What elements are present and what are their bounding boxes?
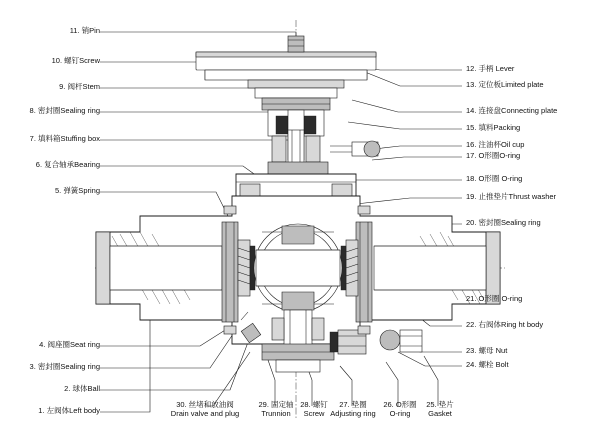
label-bottom-30-en: Drain valve and plug [170, 409, 240, 419]
label-right-14: 14. 连接盘Connecting plate [466, 106, 558, 115]
label-bottom-28-en: Screw [303, 409, 325, 419]
label-right-21: 21. O形圈 O-ring [466, 294, 523, 303]
label-left-4: 4. 阀座圈Seat ring [39, 340, 100, 349]
label-right-18: 18. O形圈 O-ring [466, 174, 523, 183]
label-bottom-27-en: Adjusting ring [330, 409, 376, 419]
label-right-22: 22. 右阀体Ring ht body [466, 320, 544, 329]
label-right-20: 20. 密封圈Sealing ring [466, 218, 541, 227]
label-left-6: 6. 复合轴承Bearing [35, 160, 100, 169]
label-left-5: 5. 弹簧Spring [54, 186, 100, 195]
label-bottom-25: 25. 垫片 Gasket [418, 400, 462, 419]
label-right-16: 16. 注油杯Oil cup [466, 140, 525, 149]
label-right-15: 15. 填料Packing [466, 123, 521, 132]
label-right-17: 17. O形圈O-ring [466, 151, 521, 160]
label-right-19: 19. 止推垫片Thrust washer [466, 192, 557, 201]
label-left-1: 1. 左阀体Left body [38, 406, 100, 415]
label-right-13: 13. 定位板Limited plate [466, 80, 544, 89]
label-bottom-26: 26. O形圈 O-ring [378, 400, 422, 419]
label-bottom-26-en: O-ring [389, 409, 411, 419]
label-left-9: 9. 阀杆Stem [59, 82, 100, 91]
label-left-7: 7. 填料箱Stuffing box [29, 134, 100, 143]
label-right-23: 23. 螺母 Nut [466, 346, 508, 355]
label-bottom-29-en: Trunnion [261, 409, 291, 419]
label-bottom-25-en: Gasket [428, 409, 452, 419]
label-bottom-28: 28. 螺钉 Screw [288, 400, 340, 419]
label-right-24: 24. 螺栓 Bolt [466, 360, 509, 369]
label-left-3: 3. 密封圈Sealing ring [29, 362, 100, 371]
label-right-12: 12. 手柄 Lever [466, 64, 515, 73]
label-bottom-27: 27. 垫圈 Adjusting ring [330, 400, 376, 419]
label-bottom-30: 30. 丝堵和放油阀 Drain valve and plug [150, 400, 260, 419]
label-bottom-29: 29. 固定轴 Trunnion [245, 400, 307, 419]
label-left-8: 8. 密封圈Sealing ring [29, 106, 100, 115]
label-left-11: 11. 销Pin [69, 26, 100, 35]
label-left-10: 10. 螺钉Screw [51, 56, 100, 65]
label-left-2: 2. 球体Ball [64, 384, 100, 393]
